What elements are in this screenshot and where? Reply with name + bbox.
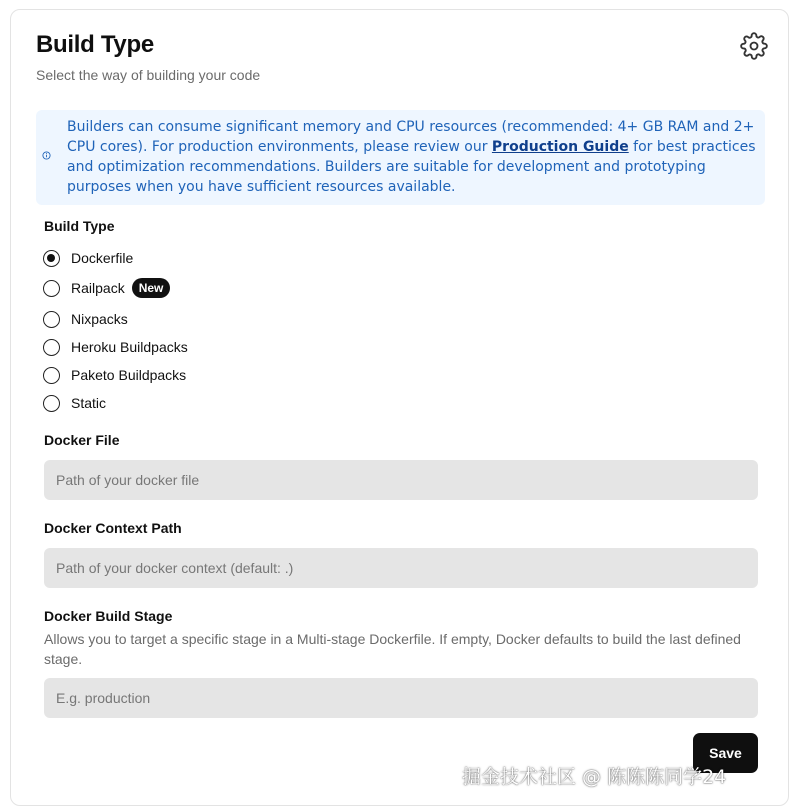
info-icon [42,151,51,160]
docker-context-path-input[interactable] [44,548,758,588]
docker-build-stage-label: Docker Build Stage [44,608,173,624]
radio-option-nixpacks[interactable] [43,308,128,330]
alert-text-start: Builders can consume significant memory and CPU resources (recommended: 4+ GB RAM and 2+ CPU cores). For production environments, please review our [67,119,755,155]
watermark: 掘金技术社区 @ 陈陈陈同学24 [462,766,727,788]
build-type-label: Build Type [44,218,115,234]
save-button[interactable]: Save [693,733,758,773]
radio-label: Paketo Buildpacks [71,367,187,383]
radio-option-paketo-buildpacks[interactable] [43,364,186,386]
alert-text-end: for best practices and optimization recommendations. Builders are suitable for development and prototyping purposes when you have sufficient resources available. [67,139,756,195]
radio-label: Dockerfile [71,250,134,266]
radio-button[interactable] [43,395,60,412]
alert-message [67,117,757,197]
docker-file-label: Docker File [44,432,120,448]
radio-button[interactable] [43,250,60,267]
radio-label: Heroku Buildpacks [71,339,188,355]
radio-button[interactable] [43,311,60,328]
docker-build-stage-description: Allows you to target a specific stage in a Multi-stage Dockerfile. If empty, Docker defaults to build the last defined stage. [44,631,741,667]
radio-option-heroku-buildpacks[interactable] [43,336,188,358]
radio-option-static[interactable] [43,392,106,414]
gear-icon[interactable] [740,32,768,60]
radio-button[interactable] [43,339,60,356]
radio-option-railpack[interactable] [43,277,170,299]
new-badge: New [132,278,171,298]
docker-build-stage-input[interactable] [44,678,758,718]
page-subtitle: Select the way of building your code [36,67,261,83]
radio-label: Railpack [71,280,125,296]
radio-button[interactable] [43,280,60,297]
resource-warning-alert [36,110,765,205]
docker-file-input[interactable] [44,460,758,500]
radio-option-dockerfile[interactable] [43,247,133,269]
radio-button[interactable] [43,367,60,384]
docker-context-path-label: Docker Context Path [44,520,182,536]
build-type-card [10,9,789,806]
page-title: Build Type [36,31,154,58]
radio-label: Nixpacks [71,311,128,327]
radio-label: Static [71,395,107,411]
production-guide-link[interactable]: Production Guide [491,139,629,155]
